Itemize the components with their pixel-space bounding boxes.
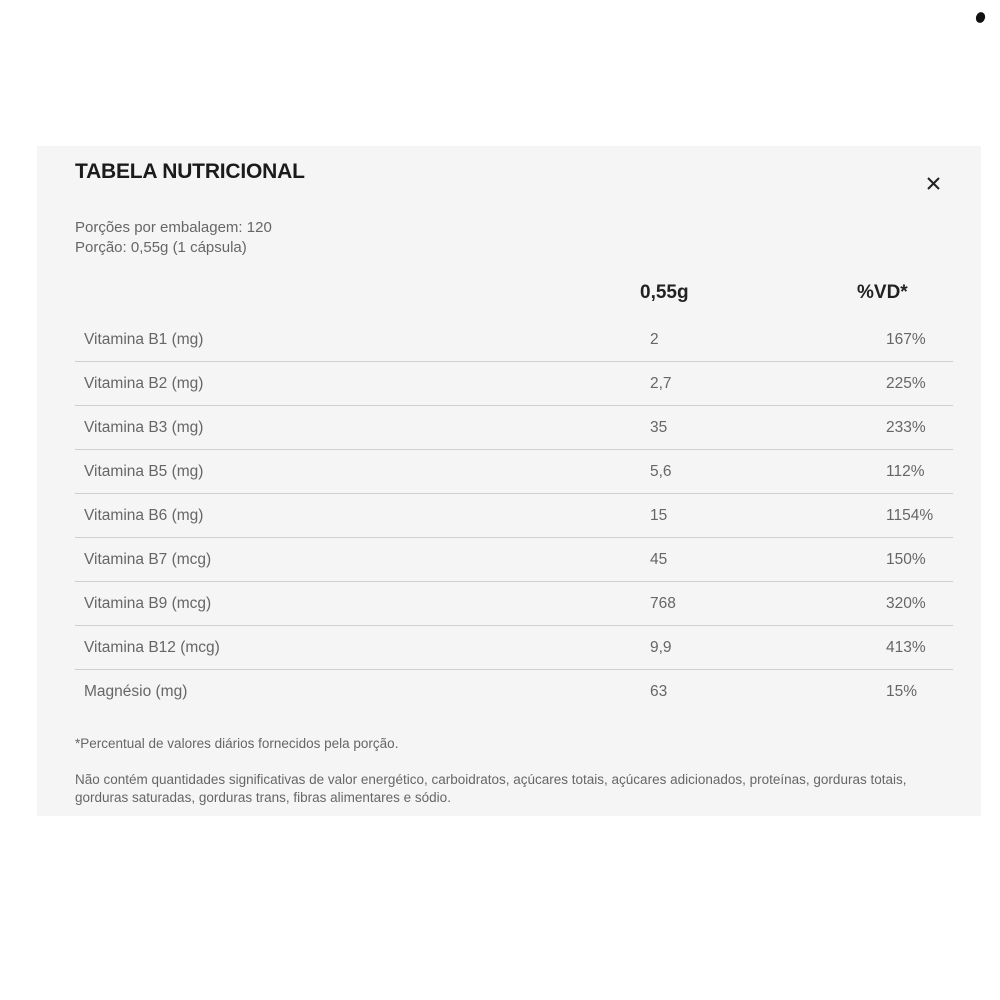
servings-per-package: Porções por embalagem: 120: [75, 219, 272, 236]
nutrient-name: Magnésio (mg): [84, 683, 188, 700]
corner-dot: [974, 11, 986, 24]
nutrient-daily-value: 225%: [886, 375, 926, 392]
nutrient-amount: 5,6: [650, 463, 672, 480]
serving-size: Porção: 0,55g (1 cápsula): [75, 239, 247, 256]
nutrient-disclaimer: Não contém quantidades significativas de valor energético, carboidratos, açúcares totais, açúcares adicionados, proteínas, gorduras totais, gorduras saturadas, gorduras trans, fibras alimentares e sódio.: [75, 772, 907, 805]
nutrient-name: Vitamina B6 (mg): [84, 507, 204, 524]
table-header: [75, 282, 953, 306]
close-button[interactable]: [921, 170, 947, 196]
nutrient-daily-value: 320%: [886, 595, 926, 612]
nutrient-amount: 45: [650, 551, 668, 568]
nutrient-amount: 63: [650, 683, 668, 700]
amount-column-header: 0,55g: [640, 282, 689, 303]
nutrient-daily-value: 413%: [886, 639, 926, 656]
table-row: [75, 538, 953, 582]
nutrient-name: Vitamina B3 (mg): [84, 419, 204, 436]
nutrition-table-modal: [37, 146, 981, 816]
nutrient-name: Vitamina B2 (mg): [84, 375, 204, 392]
nutrient-daily-value: 1154%: [886, 507, 934, 524]
table-row: [75, 450, 953, 494]
nutrient-daily-value: 233%: [886, 419, 926, 436]
nutrient-amount: 768: [650, 595, 676, 612]
nutrient-name: Vitamina B12 (mcg): [84, 639, 220, 656]
table-row: [75, 670, 953, 714]
nutrient-name: Vitamina B5 (mg): [84, 463, 204, 480]
nutrient-name: Vitamina B1 (mg): [84, 331, 204, 348]
close-icon: [921, 170, 947, 196]
table-row: [75, 494, 953, 538]
nutrient-amount: 35: [650, 419, 668, 436]
table-row: [75, 406, 953, 450]
nutrient-daily-value: 150%: [886, 551, 926, 568]
table-row: [75, 318, 953, 362]
daily-value-footnote: *Percentual de valores diários fornecidos pela porção.: [75, 736, 399, 751]
serving-info: [75, 218, 272, 258]
nutrient-daily-value: 112%: [886, 463, 925, 480]
nutrient-amount: 9,9: [650, 639, 672, 656]
nutrient-daily-value: 15%: [886, 683, 918, 700]
table-row: [75, 362, 953, 406]
table-row: [75, 582, 953, 626]
nutrient-name: Vitamina B9 (mcg): [84, 595, 212, 612]
nutrient-name: Vitamina B7 (mcg): [84, 551, 212, 568]
nutrient-amount: 2: [650, 331, 659, 348]
nutrient-daily-value: 167%: [886, 331, 926, 348]
nutrient-amount: 2,7: [650, 375, 672, 392]
nutrient-amount: 15: [650, 507, 668, 524]
daily-value-column-header: %VD*: [857, 282, 908, 303]
table-row: [75, 626, 953, 670]
nutrient-rows: [75, 318, 953, 714]
modal-title: TABELA NUTRICIONAL: [75, 160, 305, 183]
